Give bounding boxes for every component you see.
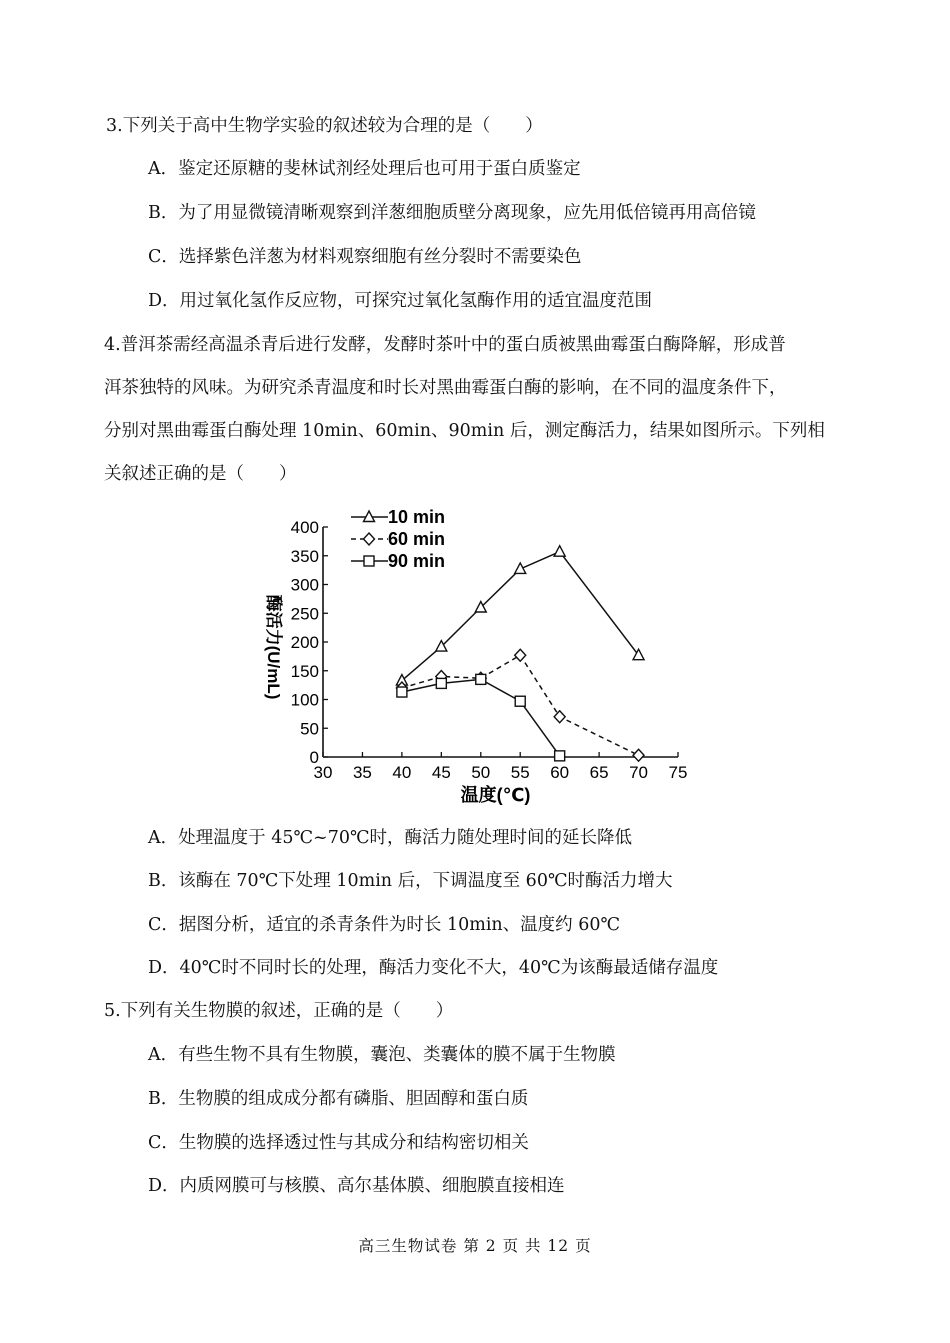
- x-tick-label: 75: [668, 763, 688, 782]
- q5-option-b: B．生物膜的组成成分都有磷脂、胆固醇和蛋白质: [148, 1089, 529, 1109]
- q4-stem-line-3: 分别对黑曲霉蛋白酶处理 10min、60min、90min 后，测定酶活力，结果如图所示。下列相: [104, 421, 825, 441]
- x-tick-label: 30: [313, 763, 333, 782]
- chart-series: [396, 546, 644, 762]
- x-tick-label: 70: [629, 763, 649, 782]
- q5-option-c: C．生物膜的选择透过性与其成分和结构密切相关: [148, 1133, 529, 1153]
- q3-option-b: B．为了用显微镜清晰观察到洋葱细胞质壁分离现象，应先用低倍镜再用高倍镜: [148, 203, 756, 223]
- q4-option-c: C．据图分析，适宜的杀青条件为时长 10min、温度约 60℃: [148, 915, 621, 935]
- data-point-square: [476, 674, 486, 684]
- q3-stem: 3.下列关于高中生物学实验的叙述较为合理的是（ ）: [106, 116, 543, 136]
- q4-option-a: A．处理温度于 45℃~70℃时，酶活力随处理时间的延长降低: [148, 828, 633, 848]
- q3-option-c: C．选择紫色洋葱为材料观察细胞有丝分裂时不需要染色: [148, 247, 582, 267]
- x-tick-label: 50: [471, 763, 491, 782]
- y-tick-label: 50: [300, 719, 319, 739]
- x-tick-label: 35: [352, 763, 372, 782]
- data-point-diamond: [554, 711, 565, 723]
- y-axis-title: 酶活力(U/mL): [264, 594, 283, 700]
- q3-option-a: A．鉴定还原糖的斐林试剂经处理后也可用于蛋白质鉴定: [148, 159, 581, 179]
- x-tick-label: 55: [510, 763, 530, 782]
- legend-diamond-icon: [364, 533, 375, 545]
- x-tick-label: 40: [392, 763, 412, 782]
- legend-label: 90 min: [388, 551, 446, 571]
- enzyme-activity-chart: [258, 500, 698, 810]
- q4-option-d: D．40℃时不同时长的处理，酶活力变化不大，40℃为该酶最适储存温度: [148, 958, 719, 978]
- x-axis-title: 温度(℃): [460, 785, 531, 805]
- y-tick-label: 350: [290, 546, 319, 566]
- legend-label: 10 min: [388, 507, 446, 527]
- data-point-square: [555, 751, 565, 761]
- x-tick-label: 65: [589, 763, 609, 782]
- q4-stem-line-2: 洱茶独特的风味。为研究杀青温度和时长对黑曲霉蛋白酶的影响，在不同的温度条件下，: [104, 378, 787, 398]
- data-point-triangle: [554, 546, 565, 557]
- x-tick-label: 60: [550, 763, 570, 782]
- y-tick-label: 200: [290, 633, 319, 652]
- y-tick-label: 300: [290, 575, 319, 595]
- series-line-90min: [402, 679, 560, 755]
- y-tick-label: 250: [290, 604, 319, 624]
- data-point-square: [515, 696, 525, 706]
- q5-stem: 5.下列有关生物膜的叙述，正确的是（ ）: [104, 1001, 454, 1021]
- legend-label: 60 min: [388, 529, 446, 549]
- q3-option-d: D．用过氧化氢作反应物，可探究过氧化氢酶作用的适宜温度范围: [148, 291, 653, 311]
- data-point-diamond: [633, 749, 644, 761]
- q5-option-a: A．有些生物不具有生物膜，囊泡、类囊体的膜不属于生物膜: [148, 1045, 616, 1065]
- page-footer: 高三生物试卷 第 2 页 共 12 页: [358, 1237, 592, 1255]
- chart-axes: [264, 518, 687, 805]
- y-tick-label: 100: [290, 690, 319, 710]
- legend-square-icon: [364, 556, 374, 566]
- data-point-square: [397, 687, 407, 697]
- q4-stem-line-1: 4.普洱茶需经高温杀青后进行发酵，发酵时茶叶中的蛋白质被黑曲霉蛋白酶降解，形成普: [104, 335, 786, 355]
- y-tick-label: 150: [290, 661, 319, 681]
- data-point-square: [436, 678, 446, 688]
- x-tick-label: 45: [431, 763, 451, 782]
- y-tick-label: 400: [290, 518, 319, 537]
- y-tick-label: 0: [309, 748, 319, 767]
- q5-option-d: D．内质网膜可与核膜、高尔基体膜、细胞膜直接相连: [148, 1176, 565, 1196]
- q4-option-b: B．该酶在 70℃下处理 10min 后，下调温度至 60℃时酶活力增大: [148, 871, 673, 891]
- data-point-triangle: [515, 563, 526, 574]
- q4-stem-line-4: 关叙述正确的是（ ）: [104, 464, 297, 484]
- chart-legend: [351, 507, 445, 571]
- data-point-diamond: [515, 649, 526, 661]
